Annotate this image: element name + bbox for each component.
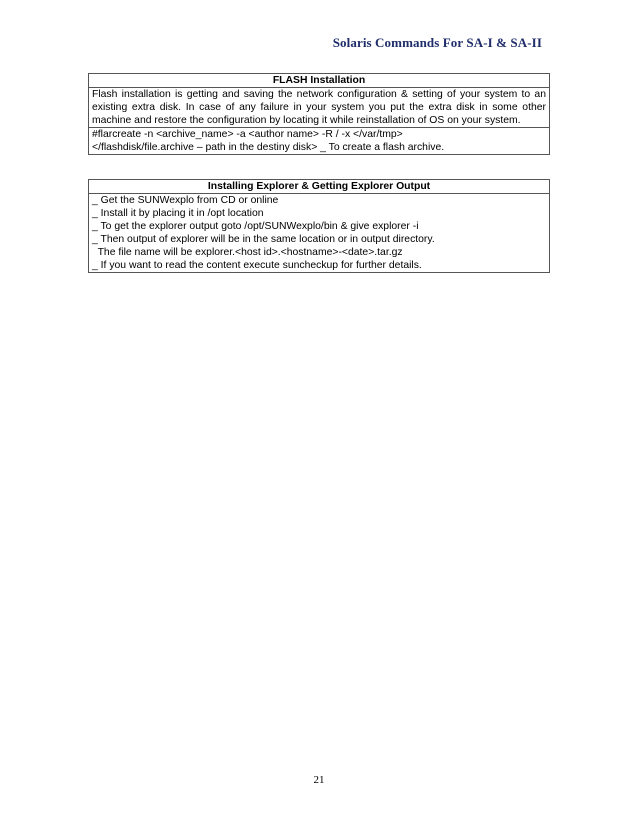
flash-installation-title: FLASH Installation bbox=[89, 74, 549, 88]
page-header: Solaris Commands For SA-I & SA-II bbox=[332, 35, 542, 50]
explorer-step: _ To get the explorer output goto /opt/SUNWexplo/bin & give explorer -i bbox=[92, 221, 419, 232]
explorer-step: _ Then output of explorer will be in the same location or in output directory. bbox=[92, 234, 435, 245]
explorer-step: _ Install it by placing it in /opt location bbox=[92, 208, 264, 219]
flash-command-cell bbox=[89, 127, 549, 154]
explorer-box bbox=[88, 179, 550, 273]
flash-command-line: </flashdisk/file.archive – path in the destiny disk> _ To create a flash archive. bbox=[92, 142, 445, 153]
flash-command-line: #flarcreate -n <archive_name> -a <author name> -R / -x </var/tmp> bbox=[92, 129, 403, 140]
explorer-steps bbox=[89, 194, 549, 272]
explorer-step: _ Get the SUNWexplo from CD or online bbox=[92, 195, 279, 206]
explorer-step: _ If you want to read the content execute suncheckup for further details. bbox=[92, 260, 422, 271]
explorer-step: The file name will be explorer.<host id>.<hostname>-<date>.tar.gz bbox=[92, 247, 403, 258]
explorer-box-title: Installing Explorer & Getting Explorer Output bbox=[89, 180, 549, 194]
flash-installation-box bbox=[88, 73, 550, 155]
page-number: 21 bbox=[313, 774, 325, 786]
flash-installation-description: Flash installation is getting and saving the network configuration & setting of your system to an existing extra disk. In case of any failure in your system you put the extra disk in some other machine and restore the configuration by locating it while reinstallation of OS on your system. bbox=[92, 89, 546, 126]
